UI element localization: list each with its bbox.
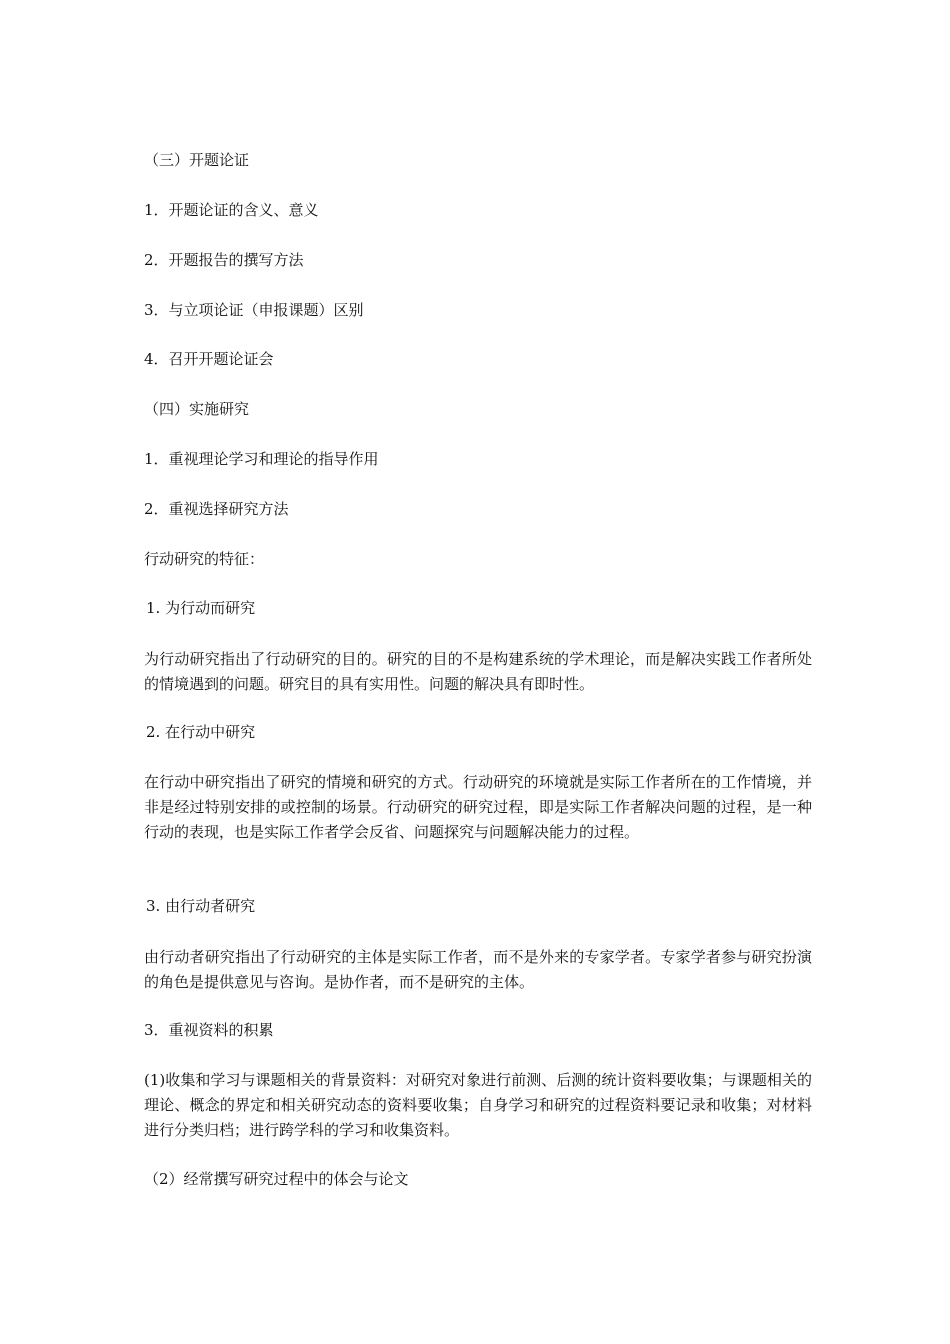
list-item: 3．重视资料的积累 [144,1021,274,1039]
list-item: （2）经常撰写研究过程中的体会与论文 [144,1170,409,1188]
feature-paragraph: 为行动研究指出了行动研究的目的。研究的目的不是构建系统的学术理论，而是解决实践工作者所处的情境遇到的问题。研究目的具有实用性。问题的解决具有即时性。 [144,650,812,693]
feature-paragraph: 在行动中研究指出了研究的情境和研究的方式。行动研究的环境就是实际工作者所在的工作情境，并非是经过特别安排的或控制的场景。行动研究的研究过程，即是实际工作者解决问题的过程，是一种行动的表现，也是实际工作者学会反省、问题探究与问题解决能力的过程。 [144,773,812,841]
list-item: 4．召开开题论证会 [144,350,274,368]
section-heading-4: （四）实施研究 [144,400,250,418]
resource-paragraph: (1)收集和学习与课题相关的背景资料：对研究对象进行前测、后测的统计资料要收集；与课题相关的理论、概念的界定和相关研究动态的资料要收集；自身学习和研究的过程资料要记录和收集；对材料进行分类归档；进行跨学科的学习和收集资料。 [144,1071,812,1139]
list-item: 3．与立项论证（申报课题）区别 [144,301,364,319]
list-item: 2．重视选择研究方法 [144,500,289,518]
list-item: 1．开题论证的含义、意义 [144,201,319,219]
feature-title: 2. 在行动中研究 [146,723,256,741]
list-item: 1．重视理论学习和理论的指导作用 [144,450,379,468]
section-heading-3: （三）开题论证 [144,151,250,169]
feature-heading: 行动研究的特征： [144,550,265,568]
feature-title: 1. 为行动而研究 [146,599,256,617]
feature-title: 3. 由行动者研究 [146,897,256,915]
list-item: 2．开题报告的撰写方法 [144,251,304,269]
feature-paragraph: 由行动者研究指出了行动研究的主体是实际工作者，而不是外来的专家学者。专家学者参与研究扮演的角色是提供意见与咨询。是协作者，而不是研究的主体。 [144,948,812,991]
